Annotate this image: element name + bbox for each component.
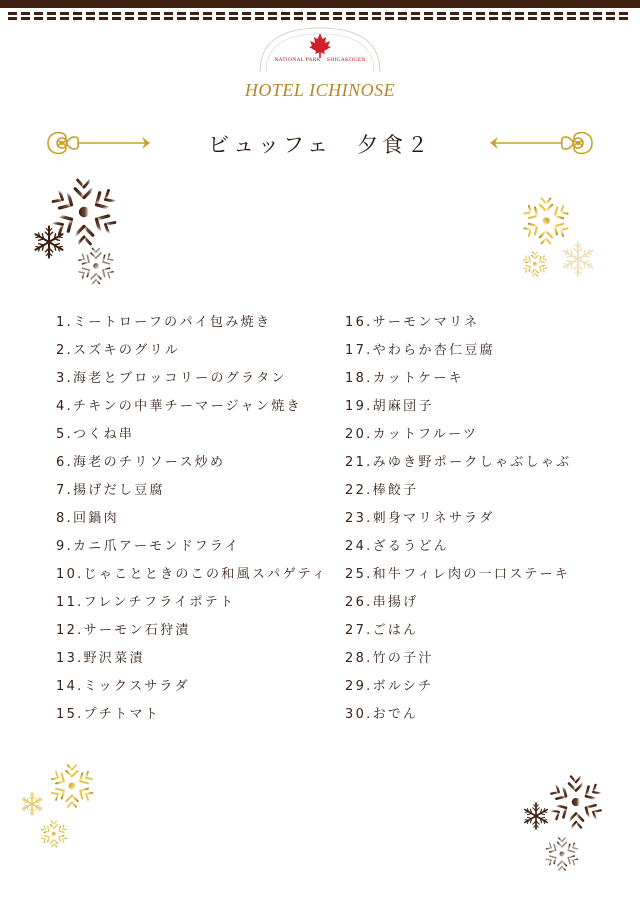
menu-item: 26.串揚げ <box>345 595 419 610</box>
snowflake-icon <box>32 225 66 259</box>
menu-item: 4.チキンの中華チーマージャン焼き <box>56 399 302 414</box>
snowflake-icon <box>560 241 596 277</box>
menu-item: 22.棒餃子 <box>345 483 419 498</box>
menu-item: 9.カニ爪アーモンドフライ <box>56 539 241 554</box>
menu-item: 12.サーモン石狩漬 <box>56 623 191 638</box>
menu-item: 5.つくね串 <box>56 427 135 442</box>
menu-item: 24.ざるうどん <box>345 539 450 554</box>
menu-item: 18.カットケーキ <box>345 371 464 386</box>
page-title: ビュッフェ 夕食２ <box>208 133 432 157</box>
ornament-icon-left <box>38 124 156 162</box>
menu-item: 27.ごはん <box>345 623 419 638</box>
menu-item: 19.胡麻団子 <box>345 399 434 414</box>
menu-item: 3.海老とブロッコリーのグラタン <box>56 371 287 386</box>
snowflake-icon <box>46 760 98 812</box>
menu-item: 1.ミートローフのパイ包み焼き <box>56 315 272 330</box>
snowflake-icon <box>542 834 582 874</box>
top-border <box>0 0 640 8</box>
menu-item: 23.刺身マリネサラダ <box>345 511 495 526</box>
snowflake-icon <box>20 792 44 816</box>
menu-item: 8.回鍋肉 <box>56 511 119 526</box>
menu-item: 21.みゆき野ポークしゃぶしゃぶ <box>345 455 572 470</box>
snowflake-icon <box>38 818 70 850</box>
snowflake-icon <box>544 770 608 834</box>
top-dash-border <box>8 12 632 15</box>
menu-item: 29.ボルシチ <box>345 679 434 694</box>
national-park-logo <box>246 26 394 76</box>
snowflake-icon <box>522 802 550 830</box>
menu-item: 11.フレンチフライポテト <box>56 595 236 610</box>
snowflake-icon <box>74 244 118 288</box>
logo-text-shigakogen: SHIGAKOGEN <box>326 57 366 63</box>
menu-item: 25.和牛フィレ肉の一口ステーキ <box>345 567 571 582</box>
menu-item: 17.やわらか杏仁豆腐 <box>345 343 495 358</box>
logo-text-national-park: NATIONAL PARK <box>274 57 321 63</box>
menu-item: 20.カットフルーツ <box>345 427 479 442</box>
logo-arc <box>246 26 394 76</box>
menu-item: 28.竹の子汁 <box>345 651 434 666</box>
menu-item: 10.じゃことときのこの和風スパゲティ <box>56 567 328 582</box>
menu-item: 2.スズキのグリル <box>56 343 181 358</box>
ornament-icon-right <box>484 124 602 162</box>
maple-leaf-icon <box>309 33 331 58</box>
top-dash-border <box>8 17 632 20</box>
menu-item: 13.野沢菜漬 <box>56 651 145 666</box>
menu-item: 15.プチトマト <box>56 707 161 722</box>
menu-item: 30.おでん <box>345 707 419 722</box>
hotel-name: HOTEL ICHINOSE <box>244 80 396 100</box>
snowflake-icon <box>520 249 550 279</box>
menu-item: 7.揚げだし豆腐 <box>56 483 165 498</box>
menu-list-right <box>345 313 571 733</box>
menu-item: 14.ミックスサラダ <box>56 679 190 694</box>
menu-item: 6.海老のチリソース炒め <box>56 455 226 470</box>
menu-list-left <box>56 313 327 733</box>
menu-item: 16.サーモンマリネ <box>345 315 480 330</box>
